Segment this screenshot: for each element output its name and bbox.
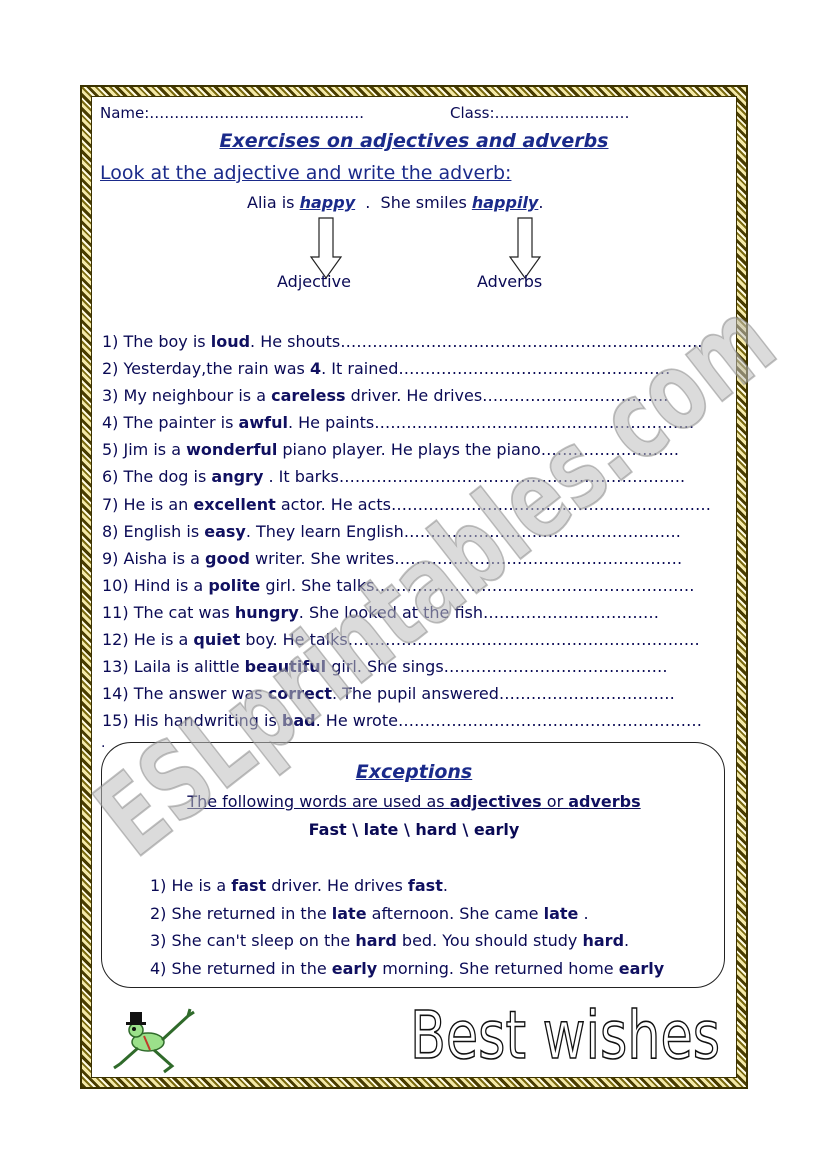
exercise-blank: piano player. He plays the piano…………………….. — [277, 440, 679, 460]
exercise-blank: actor. He acts…………………………………………………… — [275, 494, 711, 514]
adjective-arrow-icon — [310, 217, 342, 279]
exercise-adjective: quiet — [193, 630, 241, 650]
exercise-blank: driver. He drives…………………………….. — [345, 386, 669, 406]
exercise-item-4[interactable] — [102, 409, 711, 436]
exercise-adjective: easy — [204, 521, 246, 541]
exercise-prompt: 14) The answer was — [102, 684, 268, 704]
exception-adjective: late — [331, 903, 367, 923]
exercise-item-7[interactable] — [102, 491, 711, 518]
exception-text: . — [624, 931, 630, 950]
example-adjective: happy — [299, 193, 356, 212]
exception-item-1 — [150, 872, 664, 900]
exercise-adjective: correct — [267, 684, 332, 704]
example-part-1: Alia is — [247, 193, 300, 212]
exercise-adjective: hungry — [234, 602, 299, 622]
exercise-prompt: 8) English is — [102, 521, 205, 541]
exercise-prompt: 13) Laila is alittle — [102, 657, 245, 677]
exception-text: bed. You should study — [396, 931, 583, 950]
exercise-prompt: 5) Jim is a — [102, 440, 187, 460]
exercise-blank: . They learn English……………………………………………. — [245, 521, 681, 541]
exercise-adjective: bad — [281, 711, 316, 731]
exercise-list — [102, 328, 711, 734]
exercise-item-8[interactable] — [102, 518, 711, 545]
intro-adverbs: adverbs — [568, 792, 641, 811]
exercise-adjective: good — [205, 548, 250, 568]
adverbs-label: Adverbs — [477, 272, 543, 291]
exercise-blank: . He paints…………………………………………………… — [287, 413, 695, 433]
instruction-text: Look at the adjective and write the adverb: — [100, 162, 512, 184]
exercise-blank: . It barks……………………………………………………….. — [263, 467, 686, 487]
exercise-prompt: 10) Hind is a — [102, 575, 209, 595]
exercise-item-5[interactable] — [102, 436, 711, 463]
exercise-prompt: 2) Yesterday,the rain was — [102, 359, 310, 379]
exercise-adjective: beautiful — [244, 657, 327, 677]
exception-item-3 — [150, 927, 664, 955]
exception-text: 4) She returned in the — [150, 958, 332, 978]
exception-item-4 — [150, 955, 664, 983]
exercise-adjective: awful — [238, 413, 288, 433]
exceptions-title: Exceptions — [355, 761, 473, 783]
exception-text: morning. She returned home — [377, 958, 619, 978]
exception-adverb: early — [618, 958, 665, 978]
exercise-prompt: 15) His handwriting is — [102, 711, 282, 731]
exception-text: . — [578, 903, 589, 923]
exception-adverb: late — [543, 903, 579, 923]
best-wishes-heading — [408, 992, 726, 1074]
exercise-adjective: excellent — [193, 494, 276, 514]
exception-text: 2) She returned in the — [150, 903, 332, 923]
exception-text: . — [442, 876, 448, 895]
exception-adjective: fast — [231, 876, 267, 895]
exception-adjective: hard — [355, 931, 397, 950]
exercise-blank: . The pupil answered…………………………… — [331, 684, 675, 704]
exercise-prompt: 7) He is an — [102, 494, 194, 514]
exercise-adjective: angry — [211, 467, 264, 487]
intro-or: or — [541, 792, 569, 811]
exercise-blank: . He wrote………………………………………………… — [315, 711, 702, 731]
exercise-adjective: 4 — [309, 359, 322, 379]
exercise-prompt: 4) The painter is — [102, 413, 239, 433]
exercise-adjective: careless — [271, 386, 346, 406]
exercise-prompt: 12) He is a — [102, 630, 194, 650]
exercise-blank: girl. She sings…………………………………… — [326, 657, 668, 677]
worksheet-title: Exercises on adjectives and adverbs — [219, 130, 609, 152]
exercise-adjective: polite — [208, 575, 261, 595]
example-sentence — [247, 193, 543, 212]
frog-clipart-icon — [108, 1002, 200, 1074]
exception-text: 1) He is a — [150, 876, 232, 895]
class-field[interactable]: Class:……………………… — [450, 104, 630, 122]
exercise-adjective: loud — [210, 332, 251, 351]
exercise-prompt: 1) The boy is — [102, 332, 211, 351]
exercise-blank: girl. She talks…………………………………………………… — [260, 575, 695, 595]
exercise-blank: . It rained…………………………………………… — [321, 359, 671, 379]
exception-text: afternoon. She came — [366, 903, 544, 923]
exercise-prompt: 11) The cat was — [102, 602, 235, 622]
exception-text: driver. He drives — [266, 876, 408, 895]
exercise-prompt: 6) The dog is — [102, 467, 212, 487]
exercise-blank: . She looked at the fish…………………………… — [298, 602, 660, 622]
exercise-item-12[interactable] — [102, 626, 711, 653]
exception-adverb: hard — [582, 931, 625, 950]
exercise-prompt: 3) My neighbour is a — [102, 386, 272, 406]
exception-adverb: fast — [407, 876, 443, 895]
exercise-item-11[interactable] — [102, 599, 711, 626]
exceptions-list — [150, 872, 664, 982]
exception-text: 3) She can't sleep on the — [150, 931, 356, 950]
exercise-item-15[interactable] — [102, 707, 711, 734]
adjective-label: Adjective — [277, 272, 351, 291]
adverb-arrow-icon — [509, 217, 541, 279]
exceptions-intro — [0, 792, 828, 811]
exercise-blank: . He shouts………………………………………………………….. — [250, 332, 703, 351]
exercise-blank: boy. He talks………………………………………………………… — [240, 630, 700, 650]
name-field[interactable]: Name:……………………………………. — [100, 104, 365, 122]
exercise-blank: writer. She writes……………………………………………… — [249, 548, 683, 568]
exercise-item-1[interactable] — [102, 328, 711, 355]
best-wishes-text: Best wishes — [410, 997, 720, 1074]
stray-dot: . — [101, 735, 106, 751]
example-adverb: happily — [471, 193, 539, 212]
exercise-item-3[interactable] — [102, 382, 711, 409]
exercise-adjective: wonderful — [186, 440, 278, 460]
exception-adjective: early — [331, 958, 378, 978]
exercise-item-14[interactable] — [102, 680, 711, 707]
exercise-item-6[interactable] — [102, 463, 711, 490]
intro-adjectives: adjectives — [449, 792, 542, 811]
exercise-item-13[interactable] — [102, 653, 711, 680]
exercise-item-9[interactable] — [102, 545, 711, 572]
exception-item-2 — [150, 900, 664, 928]
exception-words: Fast \ late \ hard \ early — [308, 820, 520, 839]
example-part-3: . — [538, 193, 544, 212]
exercise-item-2[interactable] — [102, 355, 711, 382]
exercise-item-10[interactable] — [102, 572, 711, 599]
exercise-prompt: 9) Aisha is a — [102, 548, 206, 568]
example-part-2: . She smiles — [355, 193, 472, 212]
intro-text: The following words are used as — [187, 792, 450, 811]
